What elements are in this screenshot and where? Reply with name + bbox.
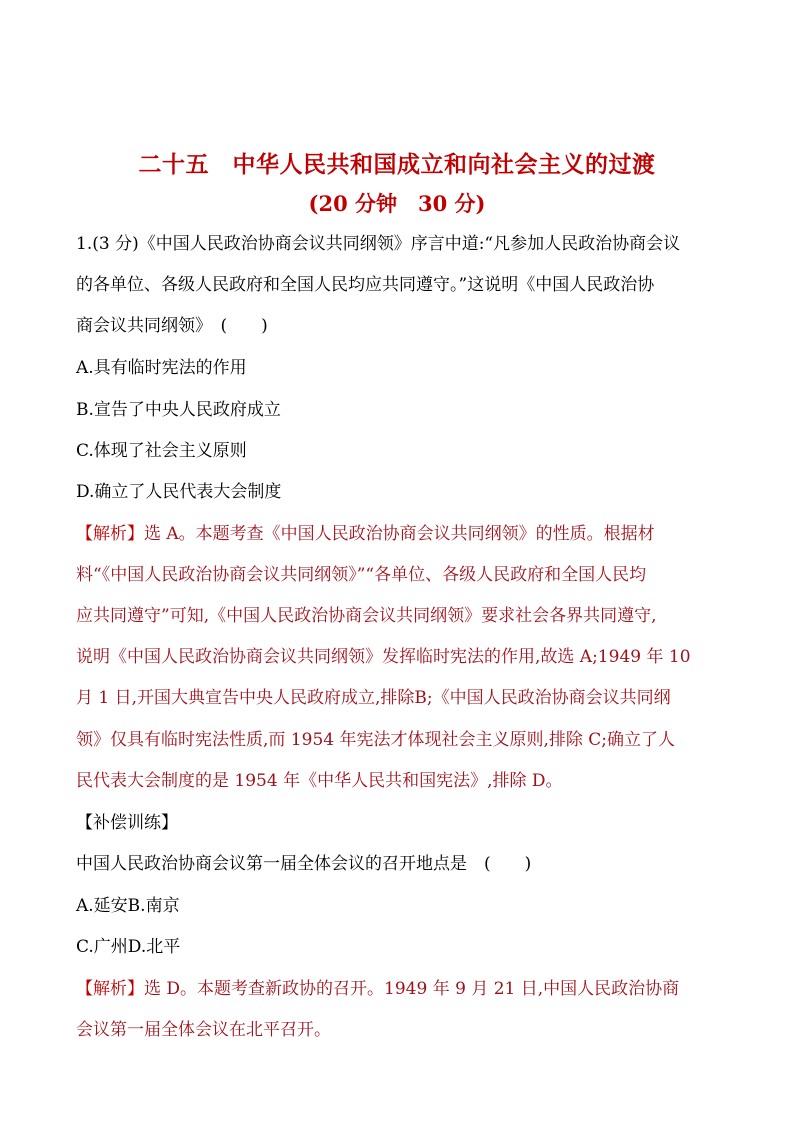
question-1-analysis-line-2: 料“《中国人民政治协商会议共同纲领》”“各单位、各级人民政府和全国人民均 (76, 565, 647, 585)
question-1-analysis-line-5: 月 1 日,开国大典宣告中央人民政府成立,排除B;《中国人民政治协商会议共同纲 (76, 688, 671, 708)
supplement-analysis-label: 【解析】 (76, 979, 144, 999)
question-1-analysis-line-6: 领》仅具有临时宪法性质,而 1954 年宪法才体现社会主义原则,排除 C;确立了人 (76, 730, 676, 750)
supplement-analysis-line-2: 会议第一届全体会议在北平召开。 (76, 1020, 331, 1040)
question-1-analysis-line-1 (76, 522, 726, 546)
question-1-analysis-line-4: 说明《中国人民政治协商会议共同纲领》发挥临时宪法的作用,故选 A;1949 年 10 (76, 647, 691, 667)
supplement-option-cd: C.广州D.北平 (76, 937, 181, 957)
page-title: 二十五 中华人民共和国成立和向社会主义的过渡 (138, 152, 656, 178)
supplement-analysis-line-1 (76, 977, 726, 1001)
supplement-stem: 中国人民政治协商会议第一届全体会议的召开地点是 ( ) (76, 854, 532, 874)
question-1-analysis-line-3: 应共同遵守”可知,《中国人民政治协商会议共同纲领》要求社会各界共同遵守, (76, 606, 657, 626)
analysis-label: 【解析】 (76, 524, 144, 544)
question-1-option-b: B.宣告了中央人民政府成立 (76, 400, 281, 420)
question-1-option-d: D.确立了人民代表大会制度 (76, 482, 282, 502)
supplement-label: 【补偿训练】 (76, 813, 178, 833)
question-1-option-a: A.具有临时宪法的作用 (76, 358, 247, 378)
question-1-analysis-line-7: 民代表大会制度的是 1954 年《中华人民共和国宪法》,排除 D。 (76, 771, 563, 791)
question-1-option-c: C.体现了社会主义原则 (76, 441, 247, 461)
question-1-stem-line-1: 1.(3 分)《中国人民政治协商会议共同纲领》序言中道:“凡参加人民政治协商会议 (76, 234, 681, 254)
supplement-analysis-text: 选 D。本题考查新政协的召开。1949 年 9 月 21 日,中国人民政治协商 (144, 979, 680, 999)
question-1-stem-line-2: 的各单位、各级人民政府和全国人民均应共同遵守。”这说明《中国人民政治协 (76, 275, 655, 295)
question-1-stem-line-3: 商会议共同纲领》 ( ) (76, 316, 268, 336)
page-subtitle: (20 分钟 30 分) (308, 191, 486, 216)
supplement-option-ab: A.延安B.南京 (76, 896, 180, 916)
analysis-text: 选 A。本题考查《中国人民政治协商会议共同纲领》的性质。根据材 (144, 524, 655, 544)
